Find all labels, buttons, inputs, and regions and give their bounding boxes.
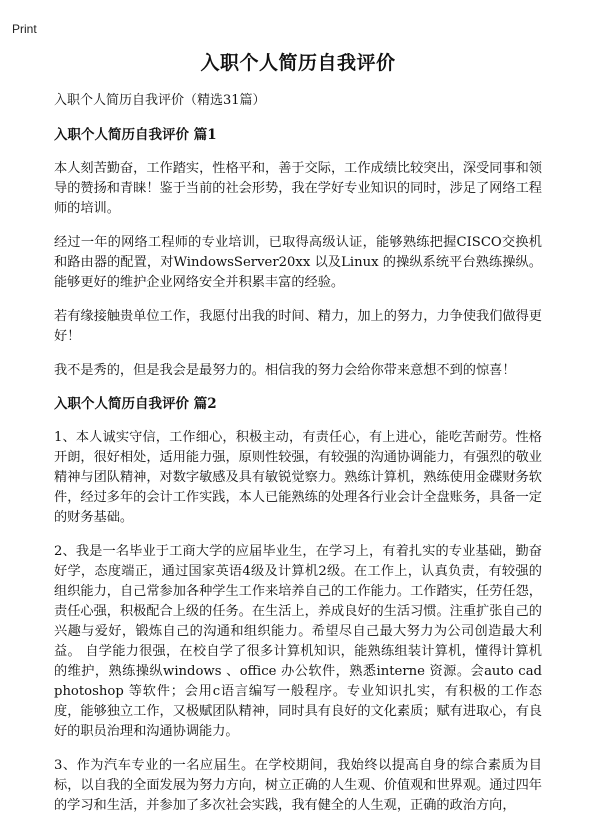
print-link[interactable]: Print [12, 22, 37, 36]
paragraph: 经过一年的网络工程师的专业培训，已取得高级认证，能够熟练把握CISCO交换机和路由器的配置，对WindowsServer20xx 以及Linux 的操纵系统平台熟练操纵。能够更好的维护企业网络安全并积累丰富的经验。 [54, 235, 542, 290]
section-2 [54, 395, 542, 816]
document-subtitle: 入职个人简历自我评价（精选31篇） [54, 93, 266, 108]
document-page [54, 50, 542, 830]
paragraph: 我不是秀的，但是我会是最努力的。相信我的努力会给你带来意想不到的惊喜！ [54, 363, 516, 378]
paragraph: 2、我是一名毕业于工商大学的应届毕业生，在学习上，有着扎实的专业基础，勤奋好学，态度端正，通过国家英语4级及计算机2级。在工作上，认真负责，有较强的组织能力，自己常参加各种学生工作来培养自己的工作能力。工作踏实，任劳任怨，责任心强，积极配合上级的任务。在生活上，养成良好的生活习惯。注重扩张自己的兴趣与爱好，锻炼自己的沟通和组织能力。希望尽自己最大努力为公司创造最大利益。 自学能力很强，在校自学了很多计算机知识，能熟练组装计算机，懂得计算机的维护，熟练操纵windows 、office 办公软件，熟悉interne 资源。会auto cad photoshop 等软件；会用c语言编写一般程序。专业知识扎实，有积极的工作态度，能够独立工作，又极赋团队精神，同时具有良好的文化素质；赋有进取心，有良好的职员治理和沟通协调能力。 [54, 544, 542, 739]
paragraph: 本人刻苦勤奋，工作踏实，性格平和，善于交际，工作成绩比较突出，深受同事和领导的赞扬和青睐！鉴于当前的社会形势，我在学好专业知识的同时，涉足了网络工程师的培训。 [54, 161, 542, 216]
section-heading: 入职个人简历自我评价 篇1 [54, 127, 217, 143]
section-1 [54, 126, 542, 381]
paragraph: 若有缘接触贵单位工作，我愿付出我的时间、精力，加上的努力，力争使我们做得更好！ [54, 309, 542, 344]
paragraph: 1、本人诚实守信，工作细心，积极主动，有责任心，有上进心，能吃苦耐劳。性格开朗，很好相处，适用能力强，原则性较强，有较强的沟通协调能力，有强烈的敬业精神与团队精神，对数字敏感及具有敏锐觉察力。熟练计算机，熟练使用金碟财务软件，经过多年的会计工作实践，本人已能熟练的处理各行业会计全盘账务，具备一定的财务基础。 [54, 430, 542, 525]
page-title: 入职个人简历自我评价 [200, 52, 396, 74]
section-heading: 入职个人简历自我评价 篇2 [54, 396, 217, 412]
paragraph: 3、作为汽车专业的一名应届生。在学校期间，我始终以提高自身的综合素质为目标，以自我的全面发展为努力方向，树立正确的人生观、价值观和世界观。通过四年的学习和生活，并参加了多次社会实践，我有健全的人生观，正确的政治方向， [54, 758, 542, 813]
